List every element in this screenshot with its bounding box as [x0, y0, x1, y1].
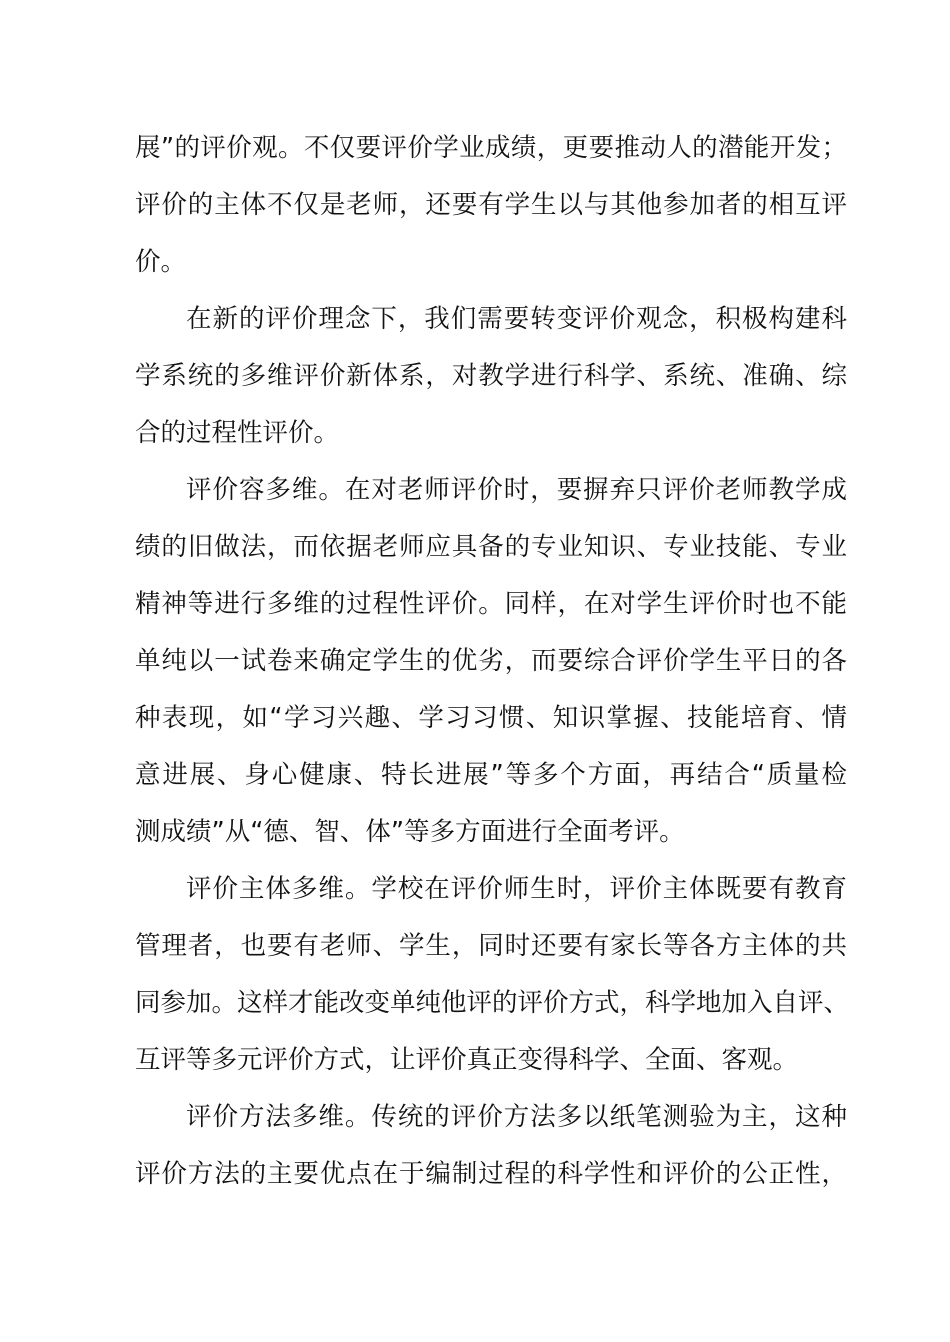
document-body — [135, 120, 850, 1203]
text-line: 同参加。这样才能改变单纯他评的评价方式，科学地加入自评、 — [135, 988, 850, 1018]
text-line: 绩的旧做法，而依据老师应具备的专业知识、专业技能、专业 — [135, 532, 847, 562]
text-line: 合的过程性评价。 — [135, 418, 340, 448]
text-line: 展”的评价观。不仅要评价学业成绩，更要推动人的潜能开发； — [135, 133, 847, 163]
text-line: 在新的评价理念下，我们需要转变评价观念，积极构建科 — [186, 304, 847, 334]
text-line: 单纯以一试卷来确定学生的优劣，而要综合评价学生平日的各 — [135, 646, 847, 676]
text-line: 评价方法的主要优点在于编制过程的科学性和评价的公正性， — [135, 1159, 847, 1189]
text-line: 评价方法多维。传统的评价方法多以纸笔测验为主，这种 — [186, 1102, 847, 1132]
text-line: 互评等多元评价方式，让评价真正变得科学、全面、客观。 — [135, 1045, 799, 1075]
text-line: 评价的主体不仅是老师，还要有学生以与其他参加者的相互评 — [135, 190, 847, 220]
text-line: 意进展、身心健康、特长进展”等多个方面，再结合“质量检 — [135, 760, 847, 790]
text-line: 评价容多维。在对老师评价时，要摒弃只评价老师教学成 — [186, 475, 847, 505]
text-line: 种表现，如“学习兴趣、学习习惯、知识掌握、技能培育、情 — [135, 703, 847, 733]
text-line: 管理者，也要有老师、学生，同时还要有家长等各方主体的共 — [135, 931, 847, 961]
text-line: 价。 — [135, 247, 187, 277]
text-line: 测成绩”从“德、智、体”等多方面进行全面考评。 — [135, 817, 685, 847]
text-line: 评价主体多维。学校在评价师生时，评价主体既要有教育 — [186, 874, 847, 904]
text-line: 精神等进行多维的过程性评价。同样，在对学生评价时也不能 — [135, 589, 847, 619]
text-line: 学系统的多维评价新体系，对教学进行科学、系统、准确、综 — [135, 361, 847, 391]
